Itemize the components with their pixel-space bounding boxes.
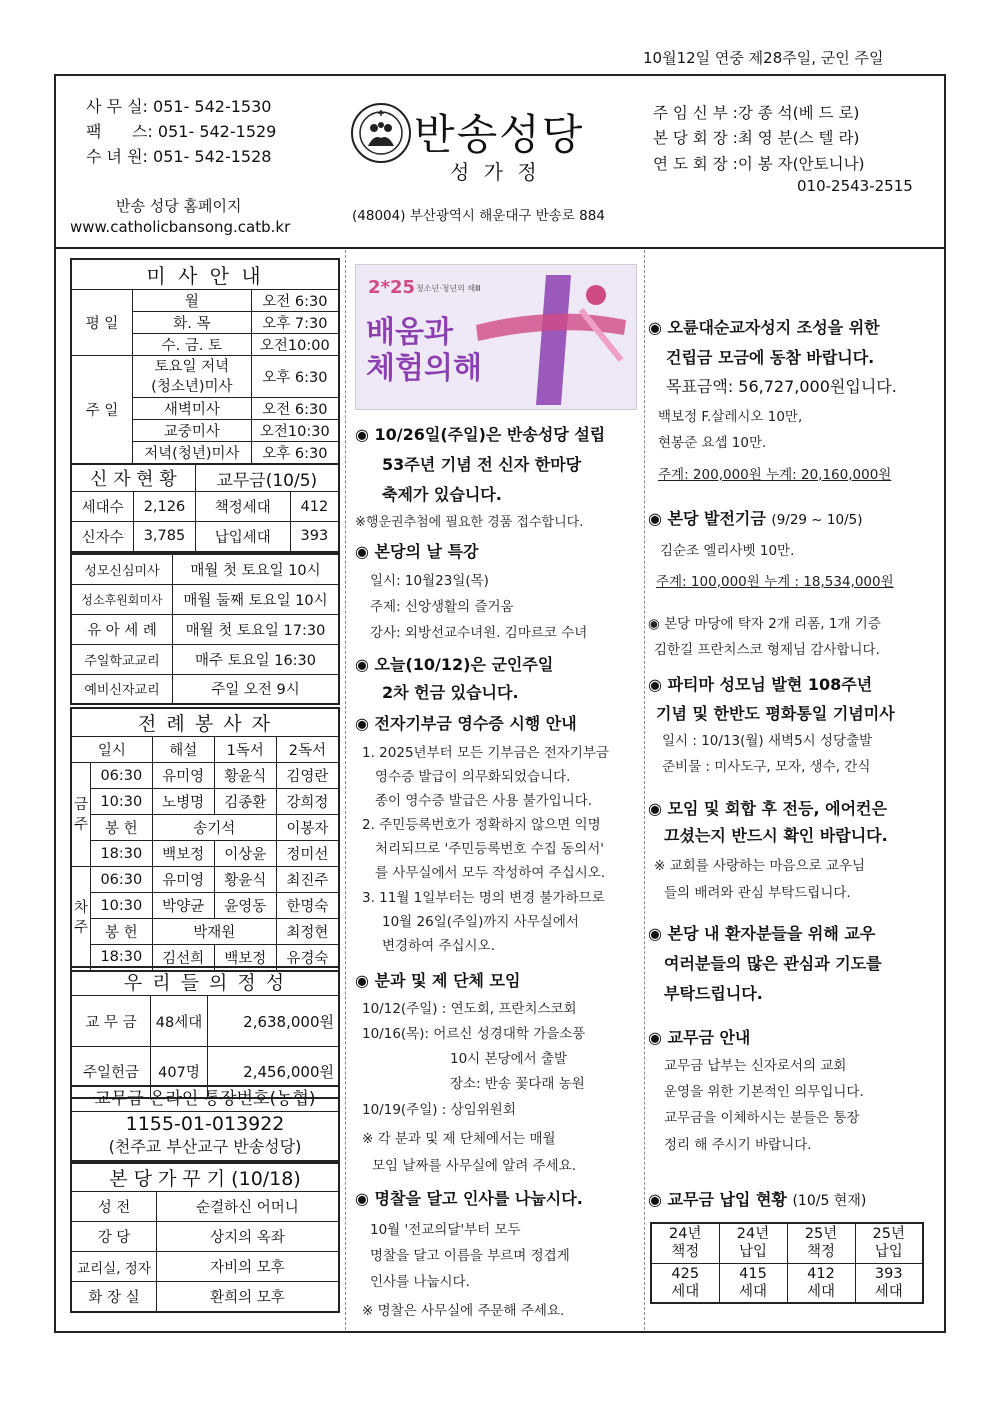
notice-line: ◉ 파티마 성모님 발현 108주년 xyxy=(648,675,873,694)
mass-title: 미 사 안 내 xyxy=(71,259,339,290)
servers-cell: 윤영동 xyxy=(214,893,276,919)
members-cell: 3,785 xyxy=(134,522,195,552)
banner-line1: 배움과 xyxy=(366,315,453,350)
homepage-label: 반송 성당 홈페이지 xyxy=(116,197,242,215)
staff-priest xyxy=(653,101,859,123)
staff-name: 강 종 석(베 드 로) xyxy=(737,104,860,122)
notice-title: ◉ 분과 및 제 단체 모임 xyxy=(355,971,521,990)
dues-value-line: 393 xyxy=(874,1265,903,1282)
mass-day: 화. 목 xyxy=(133,312,252,334)
mass-time: 오후 7:30 xyxy=(251,312,339,334)
mass-day: 새벽미사 xyxy=(133,398,252,420)
notice-title-text: ◉ 본당 발전기금 xyxy=(648,509,766,528)
notice-line: ◉ 본당 마당에 탁자 2개 리폼, 1개 기증 xyxy=(648,616,881,632)
notice-line: 목표금액: 56,727,000원입니다. xyxy=(666,377,897,396)
staff-role: 주 임 신 부 : xyxy=(653,104,738,122)
members-cell: 신자수 xyxy=(71,522,134,552)
notice-title-text: ◉ 교무금 납입 현황 xyxy=(648,1190,787,1209)
offering-cell: 주일헌금 xyxy=(71,1047,151,1098)
youth-year-banner xyxy=(355,264,637,410)
servers-cell: 18:30 xyxy=(91,841,153,867)
mass-day-line: 토요일 저녁 xyxy=(154,358,230,375)
notice-line: 10/12(주일) : 연도회, 프란치스코회 xyxy=(362,1001,577,1017)
notice-line: ◉ 오륜대순교자성지 조성을 위한 xyxy=(648,318,880,337)
schedule-name: 주일학교교리 xyxy=(71,644,173,674)
notice-line: ※ 명찰은 사무실에 주문해 주세요. xyxy=(362,1303,565,1319)
notice-line: 장소: 반송 꽃다래 농원 xyxy=(450,1076,585,1092)
notice-line: ※ 각 분과 및 제 단체에서는 매월 xyxy=(362,1131,556,1147)
schedule-value: 매월 둘째 토요일 10시 xyxy=(173,584,340,614)
members-cell: 2,126 xyxy=(134,492,195,522)
staff-role: 연 도 회 장 : xyxy=(653,155,738,173)
dues-header-line: 25년 xyxy=(872,1226,905,1243)
mass-day: 저녁(청년)미사 xyxy=(133,442,252,465)
mass-day xyxy=(133,356,252,398)
mass-time: 오전10:30 xyxy=(251,420,339,442)
servers-cell: 황윤식 xyxy=(214,867,276,893)
servers-cell: 김영란 xyxy=(276,763,339,789)
members-cell: 책정세대 xyxy=(195,492,290,522)
notice-line: 기념 및 한반도 평화통일 기념미사 xyxy=(656,704,895,723)
contact-label: 수 녀 원: xyxy=(86,147,148,166)
servers-cell: 최진주 xyxy=(276,867,339,893)
decor-cell: 성 전 xyxy=(71,1192,157,1222)
offering-cell: 교 무 금 xyxy=(71,996,151,1047)
notice-line: 건립금 모금에 동참 바랍니다. xyxy=(666,348,875,367)
decor-cell: 화 장 실 xyxy=(71,1282,157,1312)
notice-line: ◉ 모임 및 회합 후 전등, 에어컨은 xyxy=(648,799,887,818)
church-name: 반송성당 xyxy=(414,110,585,159)
notice-period: (9/29 ~ 10/5) xyxy=(771,512,863,528)
servers-cell: 정미선 xyxy=(276,841,339,867)
offering-cell: 2,638,000원 xyxy=(208,996,340,1047)
header-divider xyxy=(54,247,946,249)
notice-line: ◉ 오늘(10/12)은 군인주일 xyxy=(355,655,554,674)
servers-cell: 김선희 xyxy=(152,945,214,971)
servers-table xyxy=(70,707,340,972)
contact-value: 051- 542-1529 xyxy=(157,122,277,141)
servers-cell: 백보정 xyxy=(152,841,214,867)
servers-cell: 06:30 xyxy=(91,763,153,789)
notice-line: 를 사무실에서 모두 작성하여 주십시오. xyxy=(375,865,606,881)
dues-header xyxy=(719,1223,787,1263)
staff-president xyxy=(653,126,859,148)
decor-cell: 환희의 모후 xyxy=(157,1282,340,1312)
dues-value-line: 세대 xyxy=(874,1283,903,1300)
servers-cell: 10:30 xyxy=(91,893,153,919)
members-cell: 납입세대 xyxy=(195,522,290,552)
contact-value: 051- 542-1528 xyxy=(153,147,272,166)
homepage-url[interactable]: www.catholicbansong.catb.kr xyxy=(70,218,291,236)
notice-line: 김한길 프란치스코 형제님 감사합니다. xyxy=(654,642,880,658)
members-offering-title: 교무금(10/5) xyxy=(195,464,339,492)
account-number: 1155-01-013922 xyxy=(125,1113,285,1135)
fund-total: 주계: 100,000원 누계 : 18,534,000원 xyxy=(656,574,894,590)
schedule-name: 성모신심미사 xyxy=(71,554,173,584)
schedule-value: 매월 첫 토요일 17:30 xyxy=(173,614,340,644)
banner-small: 청소년·청년의 해Ⅲ xyxy=(416,284,481,293)
notice-detail: 들의 배려와 관심 부탁드립니다. xyxy=(664,885,851,901)
servers-header: 1독서 xyxy=(214,737,276,763)
servers-cell: 봉 헌 xyxy=(91,815,153,841)
dues-header-line: 납입 xyxy=(738,1244,767,1261)
dues-header-line: 24년 xyxy=(669,1226,702,1243)
servers-cell: 송기석 xyxy=(152,815,276,841)
notice-title: ◉ 명찰을 달고 인사를 나눕시다. xyxy=(355,1189,583,1208)
servers-cell: 18:30 xyxy=(91,945,153,971)
schedule-value: 매월 첫 토요일 10시 xyxy=(173,554,340,584)
mass-time: 오전 6:30 xyxy=(251,290,339,312)
staff-prayer-leader xyxy=(653,152,865,174)
schedule-name: 성소후원회미사 xyxy=(71,584,173,614)
decor-cell: 강 당 xyxy=(71,1222,157,1252)
servers-cell: 강희정 xyxy=(276,789,339,815)
donor-line: 현봉준 요셉 10만. xyxy=(658,435,767,451)
members-cell: 세대수 xyxy=(71,492,134,522)
servers-cell: 유미영 xyxy=(152,763,214,789)
notice-line: 일시: 10월23일(목) xyxy=(370,573,489,589)
dues-value-line: 세대 xyxy=(738,1283,767,1300)
members-cell: 412 xyxy=(290,492,339,522)
servers-group-label: 금 주 xyxy=(71,763,91,867)
servers-header: 2독서 xyxy=(276,737,339,763)
notice-line: 영수증 발급이 의무화되었습니다. xyxy=(375,769,571,785)
servers-title: 전 례 봉 사 자 xyxy=(71,708,339,737)
members-title: 신 자 현 황 xyxy=(71,464,195,492)
contact-convent xyxy=(86,144,271,167)
dues-value-line: 세대 xyxy=(671,1283,700,1300)
notice-line: ◉ 10/26일(주일)은 반송성당 설립 xyxy=(355,425,606,444)
servers-cell: 이봉자 xyxy=(276,815,339,841)
dues-header xyxy=(787,1223,855,1263)
mass-day: 수. 금. 토 xyxy=(133,334,252,356)
servers-header: 해설 xyxy=(152,737,214,763)
notice-line: 10월 '전교의달'부터 모두 xyxy=(370,1222,521,1238)
notice-title xyxy=(648,1187,866,1210)
notice-line: ◉ 본당 내 환자분들을 위해 교우 xyxy=(648,924,876,943)
account-holder: (천주교 부산교구 반송성당) xyxy=(108,1137,302,1156)
notice-line: 운영을 위한 기본적인 의무입니다. xyxy=(664,1084,864,1100)
contact-label: 사 무 실: xyxy=(86,97,148,116)
dues-header-line: 납입 xyxy=(874,1244,903,1261)
sunday-label: 주 일 xyxy=(71,356,133,465)
notice-line: 2차 헌금 있습니다. xyxy=(382,683,519,702)
banner-year: 2*25 xyxy=(368,277,415,298)
notice-title: ◉ 교무금 안내 xyxy=(648,1028,751,1047)
notice-line: 10시 본당에서 출발 xyxy=(450,1051,568,1067)
servers-cell: 백보정 xyxy=(214,945,276,971)
servers-cell: 최정현 xyxy=(276,919,339,945)
weekday-label: 평 일 xyxy=(71,290,133,356)
dues-header xyxy=(651,1223,719,1263)
servers-cell: 10:30 xyxy=(91,789,153,815)
decor-cell: 자비의 모후 xyxy=(157,1252,340,1282)
notice-date: (10/5 현재) xyxy=(792,1193,867,1209)
servers-cell: 노병명 xyxy=(152,789,214,815)
mass-day: 월 xyxy=(133,290,252,312)
notice-line: 10/19(주일) : 상임위원회 xyxy=(362,1102,516,1118)
staff-name: 최 영 분(스 텔 라) xyxy=(737,129,860,147)
dues-header-line: 25년 xyxy=(804,1226,838,1243)
offering-cell: 407명 xyxy=(151,1047,208,1098)
members-table xyxy=(70,463,340,553)
schedule-value: 주일 오전 9시 xyxy=(173,674,340,704)
offering-title: 우 리 들 의 정 성 xyxy=(71,967,339,996)
notice-title: ◉ 본당의 날 특강 xyxy=(355,542,479,561)
notice-line: 교무금 납부는 신자로서의 교회 xyxy=(664,1058,847,1074)
servers-cell: 황윤식 xyxy=(214,763,276,789)
notice-title: ◉ 전자기부금 영수증 시행 안내 xyxy=(355,714,577,733)
account-box xyxy=(70,1085,340,1162)
dues-value xyxy=(855,1263,923,1303)
notice-line: 인사를 나눕시다. xyxy=(370,1274,470,1290)
dues-value xyxy=(787,1263,855,1303)
notice-note: ※행운권추첨에 필요한 경품 접수합니다. xyxy=(355,515,584,530)
servers-cell: 박재원 xyxy=(152,919,276,945)
notice-line: 부탁드립니다. xyxy=(664,984,763,1003)
dues-header-line: 책정 xyxy=(806,1244,835,1261)
servers-cell: 박양균 xyxy=(152,893,214,919)
dues-status-table xyxy=(650,1222,924,1304)
dues-header xyxy=(855,1223,923,1263)
notice-line: 3. 11월 1일부터는 명의 변경 불가하므로 xyxy=(362,890,605,906)
servers-cell: 봉 헌 xyxy=(91,919,153,945)
dues-value-line: 412 xyxy=(807,1265,835,1282)
members-cell: 393 xyxy=(290,522,339,552)
notice-line: 주제: 신앙생활의 즐거움 xyxy=(370,599,514,615)
servers-cell: 한명숙 xyxy=(276,893,339,919)
decor-title: 본 당 가 꾸 기 (10/18) xyxy=(71,1163,339,1192)
servers-cell: 06:30 xyxy=(91,867,153,893)
dues-header-line: 24년 xyxy=(736,1226,770,1243)
dues-value xyxy=(651,1263,719,1303)
banner-line2: 체험의해 xyxy=(366,351,482,386)
contact-fax xyxy=(86,119,276,142)
contact-office xyxy=(86,94,271,117)
dues-value xyxy=(719,1263,787,1303)
notice-line: 명찰을 달고 이름을 부르며 정겹게 xyxy=(370,1248,570,1264)
notice-detail: ※ 교회를 사랑하는 마음으로 교우님 xyxy=(654,858,866,874)
notice-line: 종이 영수증 발급은 사용 불가입니다. xyxy=(375,793,593,809)
decor-table xyxy=(70,1162,340,1313)
notice-line: 1. 2025년부터 모든 기부금은 전자기부금 xyxy=(362,745,609,761)
servers-cell: 김종환 xyxy=(214,789,276,815)
notice-title xyxy=(648,506,862,529)
dues-value-line: 425 xyxy=(671,1265,700,1282)
servers-cell: 유경숙 xyxy=(276,945,339,971)
notice-line: 모임 날짜를 사무실에 알려 주세요. xyxy=(372,1158,577,1174)
church-address: (48004) 부산광역시 해운대구 반송로 884 xyxy=(352,208,605,224)
schedule-name: 유 아 세 례 xyxy=(71,614,173,644)
notice-line: 강사: 외방선교수녀원. 김마르코 수녀 xyxy=(370,625,588,641)
mass-day: 교중미사 xyxy=(133,420,252,442)
mass-time: 오후 6:30 xyxy=(251,356,339,398)
church-logo-icon xyxy=(350,102,412,164)
dues-value-line: 세대 xyxy=(806,1283,835,1300)
notice-line: 교무금을 이체하시는 분들은 통장 xyxy=(664,1110,860,1126)
fund-total: 주계: 200,000원 누계: 20,160,000원 xyxy=(658,467,892,483)
church-subtitle: 성 가 정 xyxy=(450,160,541,184)
staff-name: 이 봉 자(안토니나) xyxy=(737,155,865,173)
servers-cell: 이상윤 xyxy=(214,841,276,867)
decor-cell: 순결하신 어머니 xyxy=(157,1192,340,1222)
mass-time: 오후 6:30 xyxy=(251,442,339,465)
servers-header: 일시 xyxy=(71,737,152,763)
offering-cell: 2,456,000원 xyxy=(208,1047,340,1098)
contact-value: 051- 542-1530 xyxy=(153,97,272,116)
notice-detail: 준비물 : 미사도구, 모자, 생수, 간식 xyxy=(662,759,871,775)
notice-line: 10/16(목): 어르신 성경대학 가을소풍 xyxy=(362,1026,586,1042)
schedule-value: 매주 토요일 16:30 xyxy=(173,644,340,674)
mass-day-line: (청소년)미사 xyxy=(151,378,233,395)
notice-line: 정리 해 주시기 바랍니다. xyxy=(664,1137,812,1153)
notice-detail: 일시 : 10/13(월) 새벽5시 성당출발 xyxy=(662,733,873,749)
servers-group-label: 차 주 xyxy=(71,867,91,971)
servers-cell: 유미영 xyxy=(152,867,214,893)
notice-line: 2. 주민등록번호가 정확하지 않으면 익명 xyxy=(362,817,601,833)
notice-line: 축제가 있습니다. xyxy=(382,485,502,504)
decor-cell: 상지의 옥좌 xyxy=(157,1222,340,1252)
bulletin-date: 10월12일 연중 제28주일, 군인 주일 xyxy=(643,49,884,67)
column-divider-1 xyxy=(345,250,346,1330)
notice-line: 53주년 기념 전 신자 한마당 xyxy=(382,455,582,474)
staff-phone: 010-2543-2515 xyxy=(797,177,913,195)
mass-time: 오전10:00 xyxy=(251,334,339,356)
notice-line: 변경하여 주십시오. xyxy=(382,938,495,954)
account-title: 교무금 온라인 통장번호(농협) xyxy=(72,1087,338,1112)
contact-label: 팩 스: xyxy=(86,122,153,141)
mass-table xyxy=(70,258,340,465)
schedule-table xyxy=(70,553,340,705)
dues-header-line: 책정 xyxy=(671,1244,700,1261)
notice-line: 처리되므로 '주민등록번호 수집 동의서' xyxy=(375,841,604,857)
donor-line: 김순조 엘리사벳 10만. xyxy=(660,543,795,559)
column-divider-2 xyxy=(644,250,645,1330)
notice-line: 10월 26일(주일)까지 사무실에서 xyxy=(382,914,579,930)
offering-table xyxy=(70,966,340,1099)
offering-cell: 48세대 xyxy=(151,996,208,1047)
mass-time: 오전 6:30 xyxy=(251,398,339,420)
dues-value-line: 415 xyxy=(739,1265,767,1282)
staff-role: 본 당 회 장 : xyxy=(653,129,738,147)
decor-cell: 교리실, 정자 xyxy=(71,1252,157,1282)
schedule-name: 예비신자교리 xyxy=(71,674,173,704)
donor-line: 백보정 F.살레시오 10만, xyxy=(658,409,803,425)
notice-line: 여러분들의 많은 관심과 기도를 xyxy=(664,954,882,973)
notice-line: 끄셨는지 반드시 확인 바랍니다. xyxy=(664,826,888,845)
